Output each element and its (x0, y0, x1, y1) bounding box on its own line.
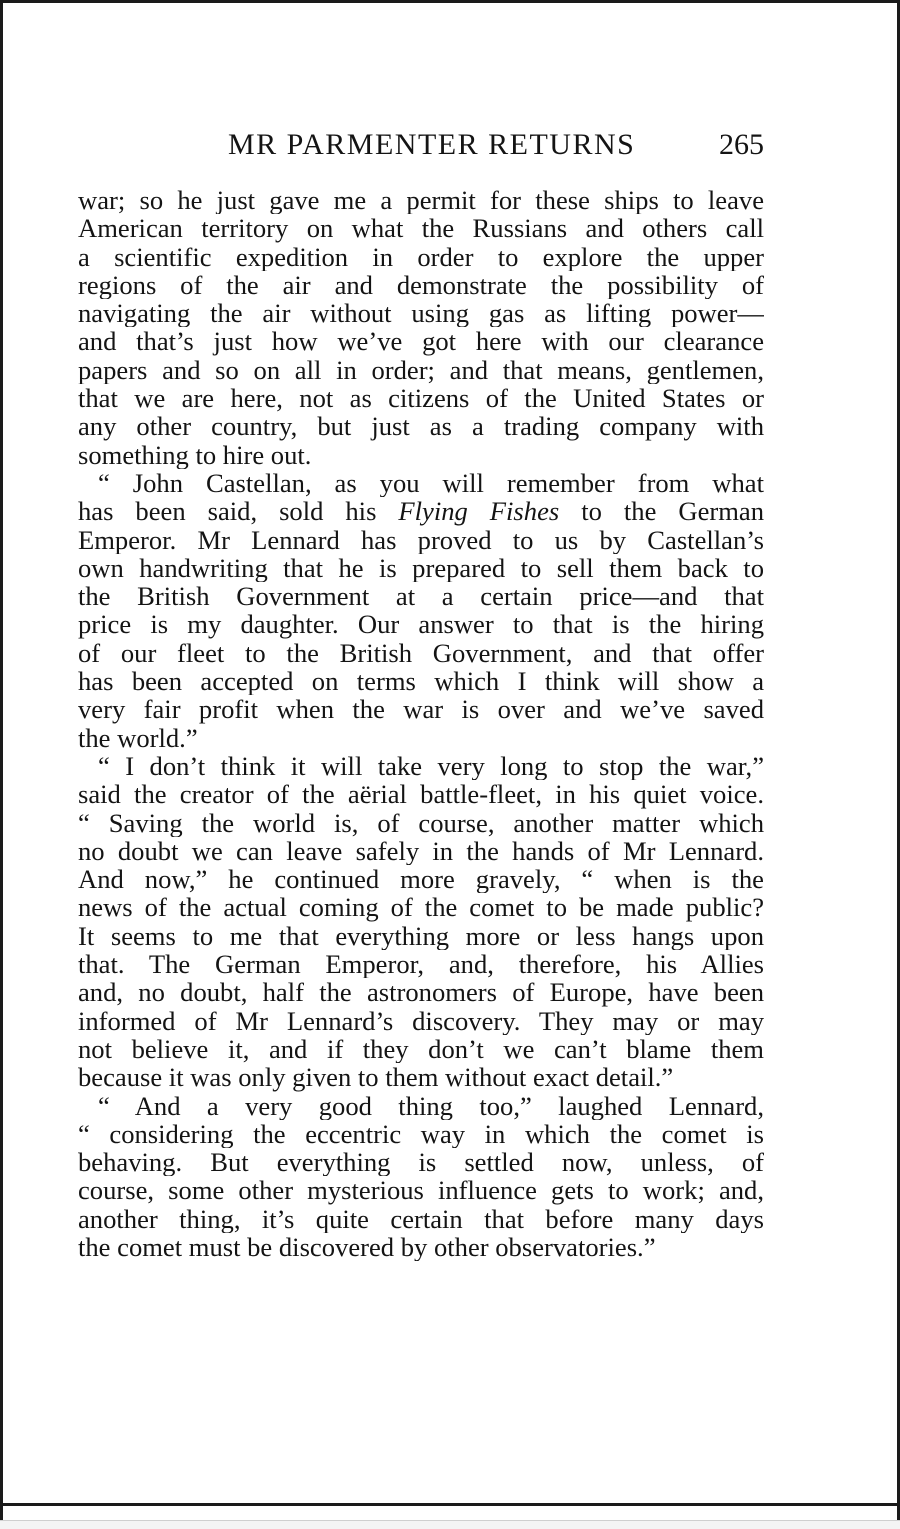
text-line: regions of the air and demonstrate the possibility of (78, 270, 764, 300)
text-line: own handwriting that he is prepared to sell them back to (78, 553, 764, 583)
running-head (78, 128, 764, 168)
text-line: informed of Mr Lennard’s discovery. They may or may (78, 1006, 764, 1035)
text-line: behaving. But everything is settled now, unless, of (78, 1148, 764, 1177)
text-line: and that’s just how we’ve got here with our clearance (78, 327, 764, 356)
text-line: Emperor. Mr Lennard has proved to us by Castellan’s (78, 525, 764, 554)
text-line: the world.” (78, 723, 198, 752)
text-line: no doubt we can leave safely in the hands of Mr Lennard. (78, 836, 764, 866)
scan-border-top (0, 0, 900, 3)
text-line: the British Government at a certain price—and that (78, 582, 764, 611)
text-line: papers and so on all in order; and that means, gentlemen, (78, 355, 764, 385)
text-line: another thing, it’s quite certain that before many days (78, 1204, 764, 1233)
text-line: said the creator of the aërial battle-fleet, in his quiet voice. (78, 780, 764, 809)
text-line: that. The German Emperor, and, therefore, his Allies (78, 950, 764, 979)
page-number: 265 (719, 128, 764, 161)
text-line: very fair profit when the war is over and we’ve saved (78, 695, 764, 724)
text-line: a scientific expedition in order to explore the upper (78, 242, 764, 271)
text-line: news of the actual coming of the comet to be made public? (78, 893, 764, 922)
text-segment: has been said, sold his (78, 497, 399, 526)
running-title: MR PARMENTER RETURNS (228, 128, 636, 161)
text-line: not believe it, and if they don’t we can’t blame them (78, 1034, 764, 1064)
text-line: war; so he just gave me a permit for these ships to leave (78, 186, 764, 215)
text-line: price is my daughter. Our answer to that is the hiring (78, 610, 764, 639)
text-line: “ John Castellan, as you will remember from what (98, 468, 764, 498)
scan-border-left (0, 0, 3, 1528)
text-line: It seems to me that everything more or less hangs upon (78, 921, 764, 951)
text-line: And now,” he continued more gravely, “ when is the (78, 865, 764, 894)
text-line: “ And a very good thing too,” laughed Lennard, (98, 1091, 764, 1120)
body-text (78, 186, 764, 1261)
text-line: American territory on what the Russians and others call (78, 214, 764, 243)
text-line: of our fleet to the British Government, and that offer (78, 638, 764, 668)
text-line: navigating the air without using gas as lifting power— (78, 299, 764, 328)
text-line: that we are here, not as citizens of the United States or (78, 384, 764, 413)
text-line: because it was only given to them without exact detail.” (78, 1063, 674, 1092)
text-line-with-italic (78, 497, 764, 525)
italic-title: Flying Fishes (398, 497, 560, 526)
text-line: “ I don’t think it will take very long to stop the war,” (98, 751, 764, 781)
text-line: has been accepted on terms which I think will show a (78, 667, 764, 696)
text-line: any other country, but just as a trading company with (78, 412, 764, 441)
text-line: something to hire out. (78, 440, 312, 469)
text-line: the comet must be discovered by other observatories.” (78, 1232, 656, 1262)
text-line: “ considering the eccentric way in which the comet is (78, 1119, 764, 1149)
text-line: course, some other mysterious influence gets to work; and, (78, 1176, 764, 1205)
text-segment: to the German (559, 497, 764, 526)
text-line: and, no doubt, half the astronomers of Europe, have been (78, 978, 764, 1007)
text-line: “ Saving the world is, of course, another matter which (78, 808, 764, 837)
scan-border-bottom (0, 1503, 900, 1506)
